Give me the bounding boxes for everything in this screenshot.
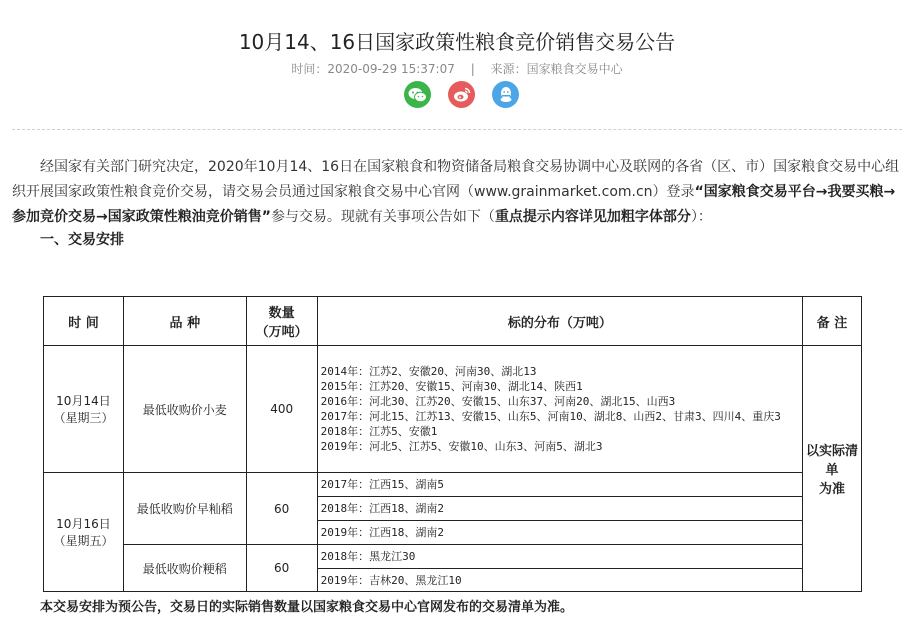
weekday-oct14: （星期三） (53, 411, 114, 425)
variety-wheat: 最低收购价小麦 (123, 346, 246, 473)
qq-icon[interactable] (492, 81, 519, 108)
table-row-early-rice (44, 473, 862, 497)
dist-line: 2016年：河北30、江苏20、安徽15、山东37、河南20、湖北15、山西3 (320, 395, 676, 408)
date-cell-oct14 (44, 346, 124, 473)
wechat-icon[interactable] (404, 81, 431, 108)
date-oct16: 10月16日 (56, 517, 111, 531)
qty-japonica: 60 (246, 545, 317, 592)
remark-line1: 以实际清单 (806, 444, 859, 478)
dist-line: 2017年：河北15、江苏13、安徽15、山东5、河南10、湖北8、山西2、甘肃3、四川4、重庆3 (320, 410, 781, 423)
date-cell-oct16 (44, 473, 124, 592)
dist-japonica-2019: 2019年：吉林20、黑龙江10 (317, 569, 802, 592)
weekday-oct16: （星期五） (53, 534, 114, 548)
footer-note: 本交易安排为预公告，交易日的实际销售数量以国家粮食交易中心官网发布的交易清单为准。 (40, 600, 574, 615)
header-quantity-line2: （万吨） (255, 325, 308, 340)
article-meta (0, 60, 914, 77)
intro-bold-hint: 重点提示内容详见加粗字体部分 (494, 209, 691, 225)
weibo-icon[interactable] (448, 81, 475, 108)
dist-early-rice-2017: 2017年：江西15、湖南5 (317, 473, 802, 497)
header-time: 时 间 (44, 297, 124, 346)
dist-line: 2018年：江苏5、安徽1 (320, 425, 438, 438)
intro-bold-path: “国家粮食交易平台→我要买粮→参加竞价交易→国家政策性粮油竞价销售” (12, 184, 896, 225)
remark-line2: 为准 (819, 482, 846, 497)
section-heading: 一、交易安排 (40, 232, 124, 248)
variety-japonica: 最低收购价粳稻 (123, 545, 246, 592)
article-title: 10月14、16日国家政策性粮食竞价销售交易公告 (238, 30, 676, 54)
table-row-japonica (44, 545, 862, 569)
qty-early-rice: 60 (246, 473, 317, 545)
weibo-glyph (453, 87, 471, 102)
trade-schedule-table (43, 296, 862, 592)
header-variety: 品 种 (123, 297, 246, 346)
dist-line: 2019年：河北5、江苏5、安徽10、山东3、河南5、湖北3 (320, 440, 603, 453)
qq-glyph (499, 86, 513, 103)
dashed-divider (12, 129, 902, 130)
variety-early-rice: 最低收购价早籼稻 (123, 473, 246, 545)
intro-text-2: 参与交易。现就有关事项公告如下（ (270, 209, 495, 225)
table-header-row (44, 297, 862, 346)
qty-wheat: 400 (246, 346, 317, 473)
dist-early-rice-2019: 2019年：江西18、湖南2 (317, 521, 802, 545)
dist-line: 2015年：江苏20、安徽15、河南30、湖北14、陕西1 (320, 380, 583, 393)
header-distribution: 标的分布（万吨） (317, 297, 802, 346)
article-source: 来源：国家粮食交易中心 (490, 62, 623, 76)
publish-time: 时间：2020-09-29 15:37:07 (291, 62, 455, 76)
table-row-wheat (44, 346, 862, 473)
remark-cell (803, 346, 862, 592)
wechat-glyph (408, 87, 427, 103)
header-quantity-line1: 数量 (268, 306, 295, 321)
dist-japonica-2018: 2018年：黑龙江30 (317, 545, 802, 569)
distribution-wheat (317, 346, 802, 473)
dist-line: 2014年：江苏2、安徽20、河南30、湖北13 (320, 365, 537, 378)
header-quantity (246, 297, 317, 346)
share-bar (404, 81, 519, 108)
meta-separator: | (470, 62, 475, 76)
intro-text-1: 经国家有关部门研究决定，2020年10月14、16日在国家粮食和物资储备局粮食交易协调中心及联网的各省（区、市）国家粮食交易中心组织开展国家政策性粮食竞价交易，请交易会员通过国家粮食交易中心官网（www.grainmarket.com.cn）登录 (12, 159, 900, 200)
intro-text-3: ）： (690, 209, 712, 225)
intro-paragraph (12, 155, 904, 230)
dist-early-rice-2018: 2018年：江西18、湖南2 (317, 497, 802, 521)
date-oct14: 10月14日 (56, 394, 111, 408)
header-remark: 备 注 (803, 297, 862, 346)
